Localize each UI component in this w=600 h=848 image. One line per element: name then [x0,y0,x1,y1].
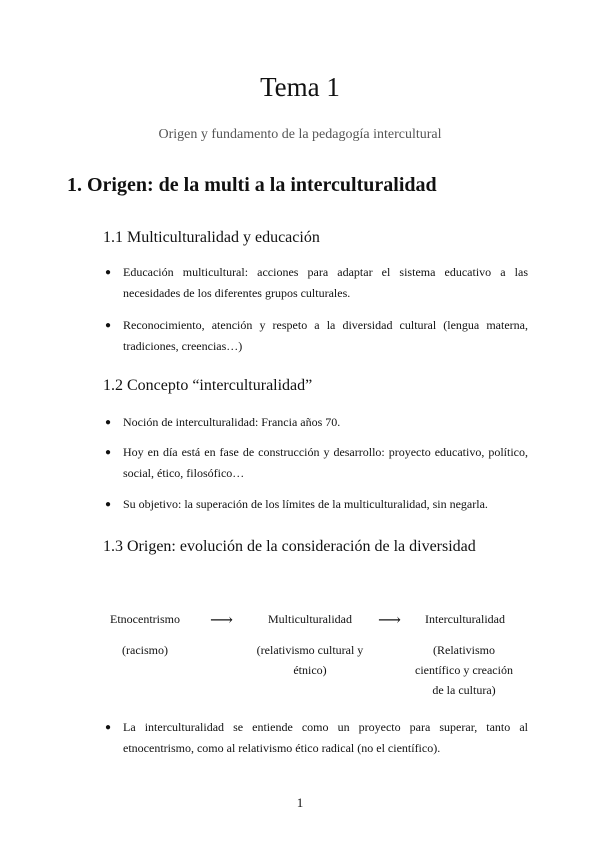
bullet-icon: ● [105,722,112,733]
bullet-icon: ● [105,267,112,278]
document-subtitle: Origen y fundamento de la pedagogía intercultural [158,127,442,142]
bullet-icon: ● [105,320,112,331]
list-item: ● Hoy en día está en fase de construcción y desarrollo: proyecto educativo, político, social, ético, filosófico… [105,442,528,484]
flow-note-interculturalidad: (Relativismo científico y creación de la cultura) [415,643,513,697]
subsection-heading-1-1: 1.1 Multiculturalidad y educación [103,229,320,246]
list-item: ● La interculturalidad se entiende como un proyecto para superar, tanto al etnocentrismo, como al relativismo ético radical (no el científico). [105,717,528,759]
document-title: Tema 1 [260,72,340,102]
arrow-right-icon: ⟶ [378,612,401,629]
flow-note-multiculturalidad: (relativismo cultural y étnico) [256,643,364,677]
subsection-heading-1-2: 1.2 Concepto “interculturalidad” [103,377,313,394]
list-item: ● Noción de interculturalidad: Francia años 70. [105,412,528,433]
list-item: ● Su objetivo: la superación de los límites de la multiculturalidad, sin negarla. [105,494,528,515]
flow-note-etnocentrismo: (racismo) [122,643,168,657]
arrow-right-icon: ⟶ [210,612,233,629]
bullet-icon: ● [105,499,112,510]
bullet-icon: ● [105,417,112,428]
list-item: ● Reconocimiento, atención y respeto a la diversidad cultural (lengua materna, tradiciones, creencias…) [105,315,528,357]
section-heading-1: 1. Origen: de la multi a la interculturalidad [67,174,437,196]
list-item: ● Educación multicultural: acciones para adaptar el sistema educativo a las necesidades de los diferentes grupos culturales. [105,262,528,304]
subsection-heading-1-3: 1.3 Origen: evolución de la consideración de la diversidad [103,538,476,555]
flow-term-multiculturalidad: Multiculturalidad [268,612,352,626]
flow-term-interculturalidad: Interculturalidad [425,612,505,626]
flow-term-etnocentrismo: Etnocentrismo [110,612,180,626]
bullet-icon: ● [105,447,112,458]
page-number: 1 [296,795,304,810]
